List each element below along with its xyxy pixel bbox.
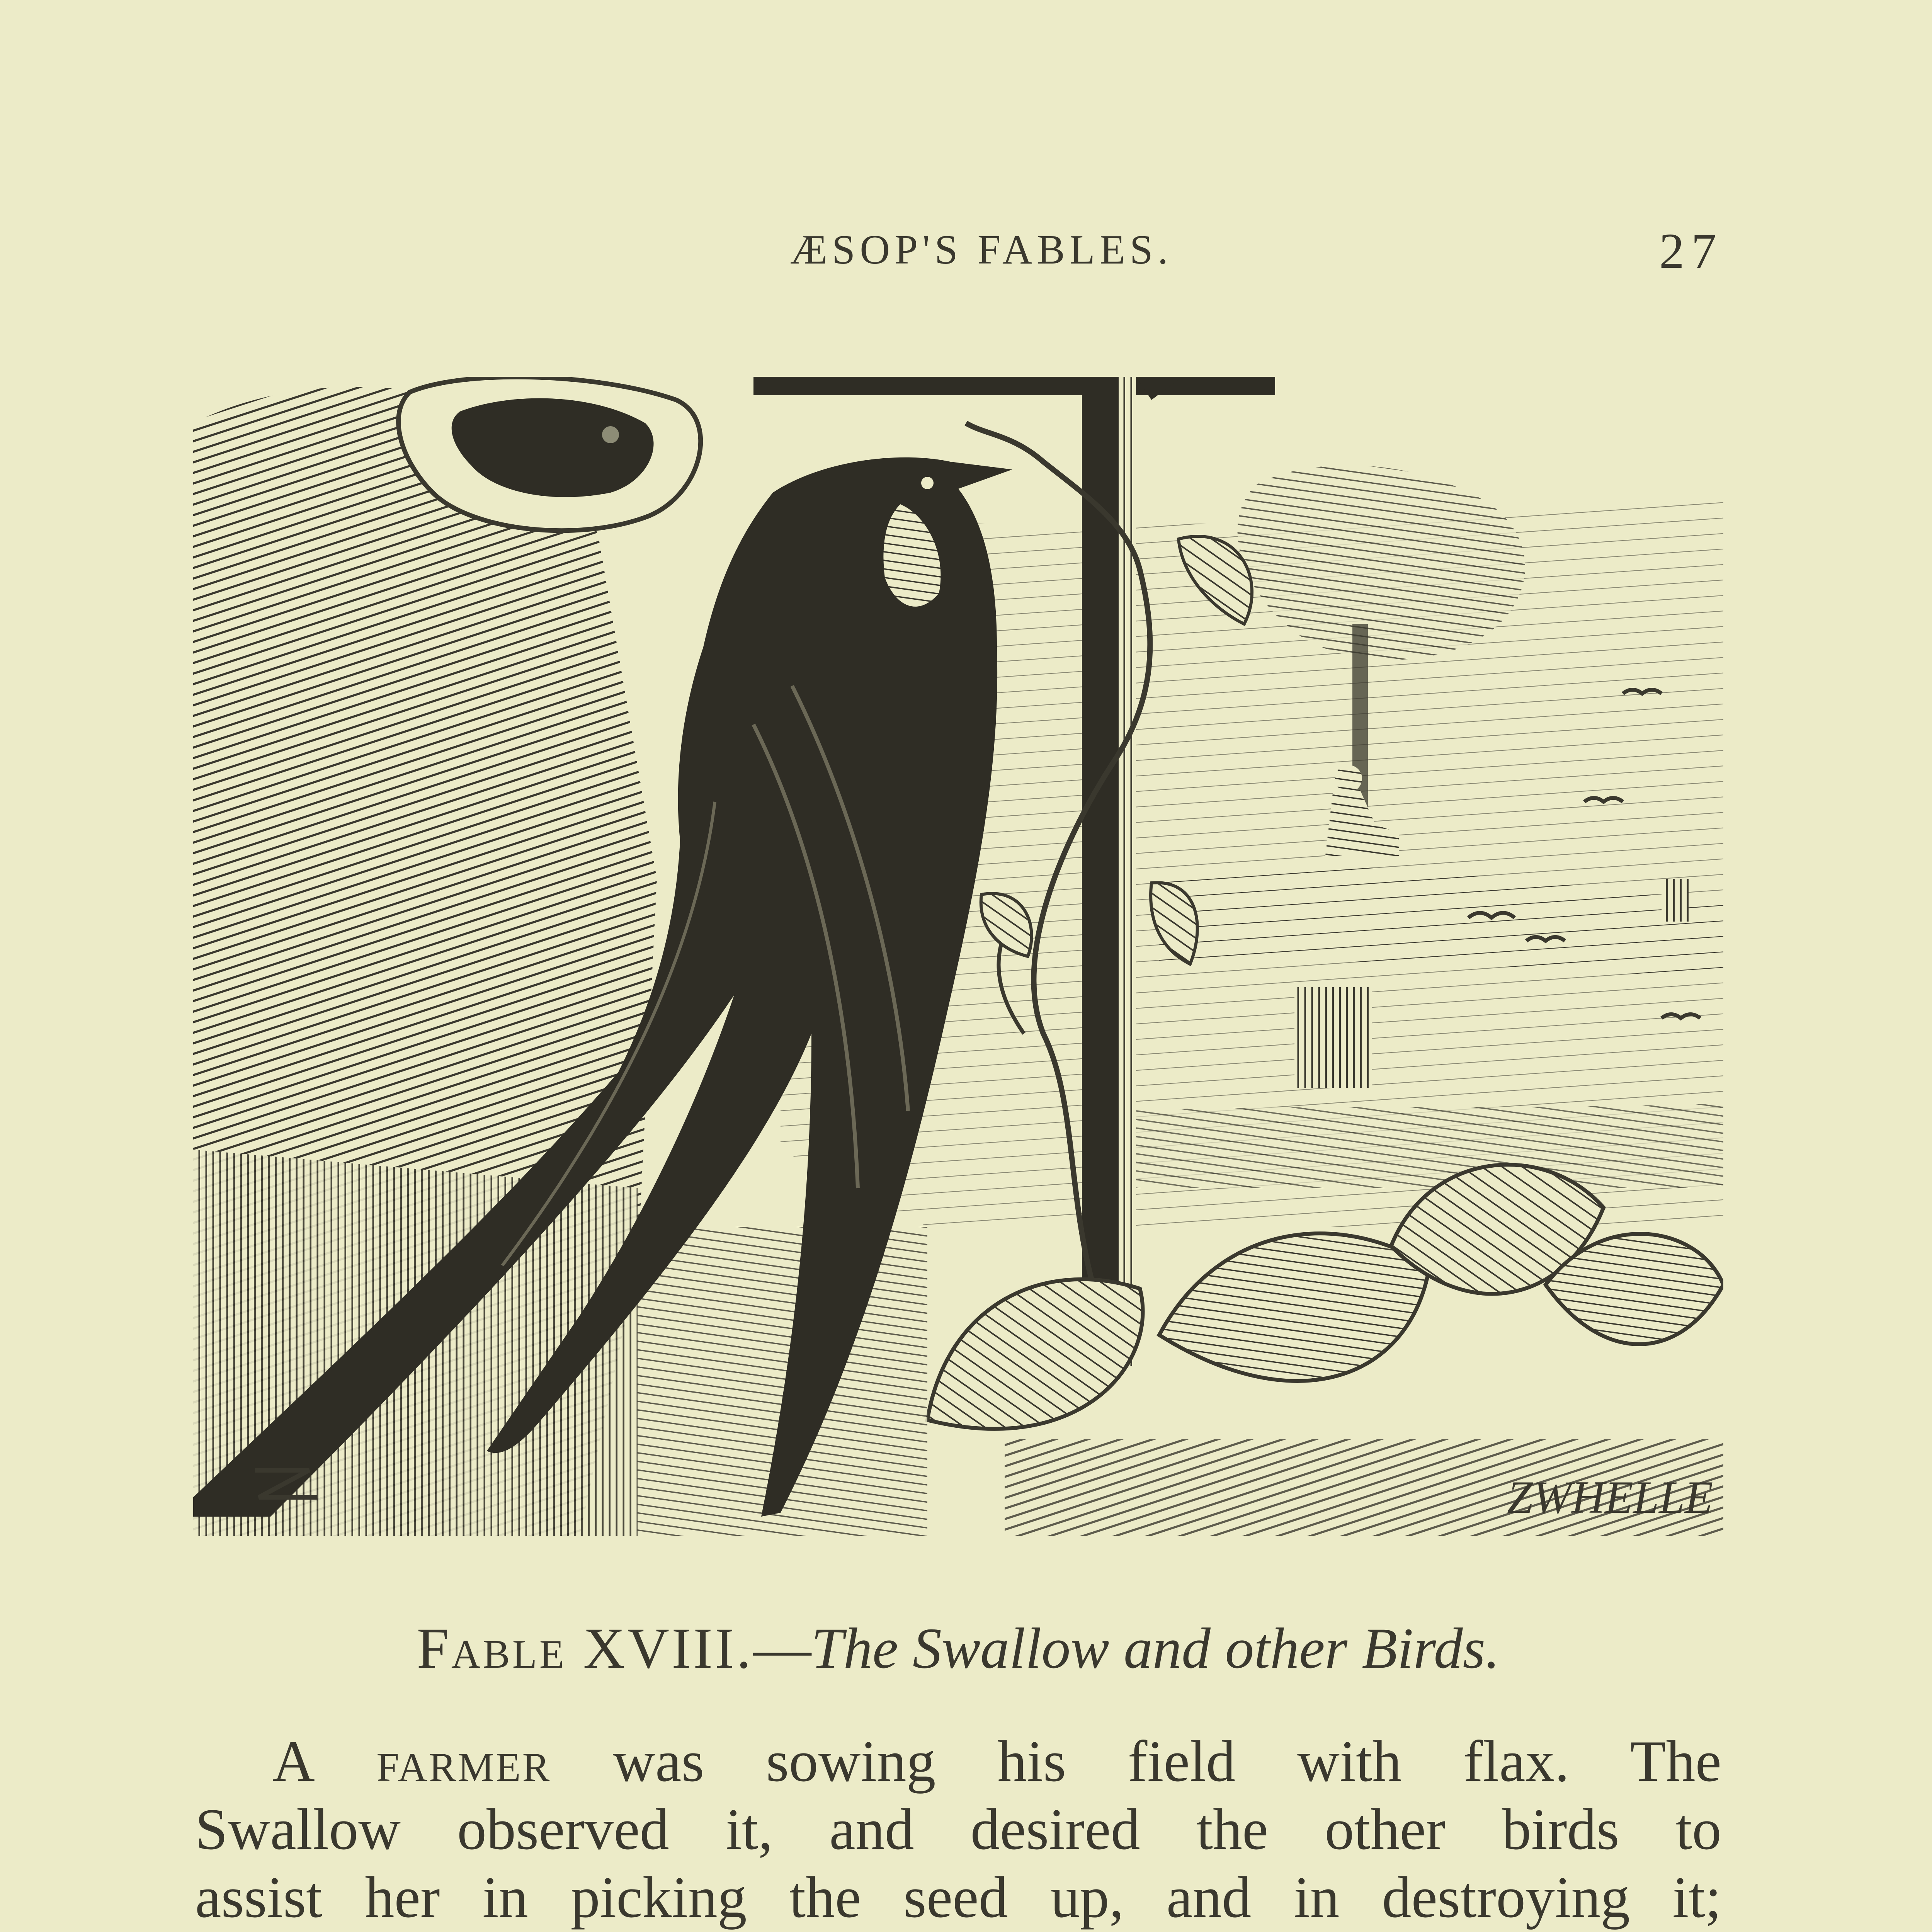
fable-number: Fable XVIII. [417, 1616, 753, 1680]
engraver-signature: ZWHELLE [1507, 1471, 1713, 1523]
page-number: 27 [1659, 223, 1723, 279]
fable-body [195, 1727, 1721, 1932]
body-line-text: was sowing his field with flax. The [551, 1729, 1721, 1794]
body-line-3: assist her in picking the seed up, and in destroying it; [195, 1865, 1721, 1930]
lead-words: A farmer [272, 1729, 551, 1794]
running-title: ÆSOP'S FABLES. [790, 227, 1173, 273]
swallow-engraving [193, 377, 1723, 1536]
fable-caption [193, 1615, 1723, 1682]
body-line-2: Swallow observed it, and desired the other birds to [195, 1797, 1721, 1862]
caption-dash: — [753, 1616, 811, 1680]
running-head [193, 223, 1723, 288]
fable-title: The Swallow and other Birds. [811, 1616, 1500, 1680]
body-line-1 [195, 1727, 1721, 1795]
